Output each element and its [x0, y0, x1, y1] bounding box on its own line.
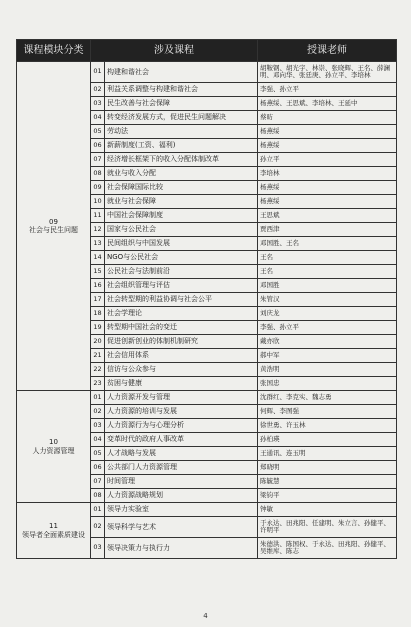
course-number: 13: [91, 237, 105, 251]
course-number: 22: [91, 363, 105, 377]
course-title: 国家与公民社会: [105, 223, 258, 237]
course-teacher: 王名: [258, 251, 397, 265]
course-number: 17: [91, 293, 105, 307]
course-number: 14: [91, 251, 105, 265]
course-teacher: 沈群红、李克实、魏志勇: [258, 391, 397, 405]
course-teacher: 孙立平: [258, 153, 397, 167]
course-title: 领导决策力与执行力: [105, 538, 258, 559]
course-teacher: 郑晓明: [258, 461, 397, 475]
course-teacher: 梁钧平: [258, 489, 397, 503]
table-row: [17, 503, 397, 517]
course-title: 信访与公众参与: [105, 363, 258, 377]
course-title: 公民社会与法制前沿: [105, 265, 258, 279]
course-title: 民间组织与中国发展: [105, 237, 258, 251]
course-title: 社会信用体系: [105, 349, 258, 363]
course-title: 社会转型期的利益协调与社会公平: [105, 293, 258, 307]
table-header-row: [17, 40, 397, 62]
course-number: 08: [91, 489, 105, 503]
course-teacher: 王名: [258, 265, 397, 279]
module-category: 10 人力资源管理: [17, 391, 91, 503]
course-teacher: 王通讯、连玉明: [258, 447, 397, 461]
course-number: 08: [91, 167, 105, 181]
course-title: 转变经济发展方式，促进民生问题解决: [105, 111, 258, 125]
course-teacher: 蔡昉: [258, 111, 397, 125]
module-category: 11 领导者全面素质建设: [17, 503, 91, 559]
course-teacher: 黄浩明: [258, 363, 397, 377]
course-title: 社会保障国际比较: [105, 181, 258, 195]
course-number: 09: [91, 181, 105, 195]
course-number: 15: [91, 265, 105, 279]
course-teacher: 邓国胜、王名: [258, 237, 397, 251]
course-number: 07: [91, 475, 105, 489]
course-number: 04: [91, 433, 105, 447]
course-number: 03: [91, 419, 105, 433]
course-teacher: 何辉、李图强: [258, 405, 397, 419]
course-teacher: 杨燕绥: [258, 125, 397, 139]
course-number: 11: [91, 209, 105, 223]
course-teacher: 李强、孙立平: [258, 83, 397, 97]
course-title: 中国社会保障制度: [105, 209, 258, 223]
course-teacher: 王思斌: [258, 209, 397, 223]
course-number: 03: [91, 538, 105, 559]
course-number: 01: [91, 391, 105, 405]
course-number: 10: [91, 195, 105, 209]
course-teacher: 杨燕绥: [258, 139, 397, 153]
course-teacher: 贾西津: [258, 223, 397, 237]
course-teacher: 徐世勇、许玉林: [258, 419, 397, 433]
header-category: 课程模块分类: [17, 40, 91, 62]
course-teacher: 杨燕绥: [258, 181, 397, 195]
course-table: [16, 39, 397, 559]
course-teacher: 刘庆龙: [258, 307, 397, 321]
course-teacher: 杨燕绥: [258, 195, 397, 209]
course-title: 社会学理论: [105, 307, 258, 321]
course-teacher: 戴亦欣: [258, 335, 397, 349]
course-title: 人力资源战略规划: [105, 489, 258, 503]
header-course: 涉及课程: [91, 40, 258, 62]
course-title: 经济增长框架下的收入分配体制改革: [105, 153, 258, 167]
course-title: 利益关系调整与构建和谐社会: [105, 83, 258, 97]
course-number: 02: [91, 405, 105, 419]
table-body: [17, 62, 397, 559]
table-row: [17, 391, 397, 405]
course-number: 16: [91, 279, 105, 293]
course-number: 03: [91, 97, 105, 111]
course-number: 12: [91, 223, 105, 237]
course-number: 05: [91, 447, 105, 461]
course-number: 01: [91, 503, 105, 517]
course-title: 贫困与健康: [105, 377, 258, 391]
course-title: 领导科学与艺术: [105, 517, 258, 538]
course-teacher: 李培林: [258, 167, 397, 181]
course-title: 社会组织管理与评估: [105, 279, 258, 293]
course-teacher: 李强、孙立平: [258, 321, 397, 335]
course-teacher: 孙柏瑛: [258, 433, 397, 447]
course-teacher: 钟敏: [258, 503, 397, 517]
course-teacher: 朱德洪、陈国权、于永达、田兆阳、孙健平、吴维库、陈志: [258, 538, 397, 559]
course-teacher: 胡鞍钢、胡光宇、林崇、张晓辉、王名、薛澜明、邓向华、张廷庚、孙立平、李培林: [258, 62, 397, 83]
course-number: 21: [91, 349, 105, 363]
course-number: 05: [91, 125, 105, 139]
course-title: 转型期中国社会的变迁: [105, 321, 258, 335]
course-title: 变革时代的政府人事改革: [105, 433, 258, 447]
course-teacher: 邓国胜: [258, 279, 397, 293]
course-title: NGO与公民社会: [105, 251, 258, 265]
course-number: 06: [91, 139, 105, 153]
course-number: 07: [91, 153, 105, 167]
course-title: 劳动法: [105, 125, 258, 139]
course-teacher: 张国忠: [258, 377, 397, 391]
course-number: 20: [91, 335, 105, 349]
course-title: 人力资源的培训与发展: [105, 405, 258, 419]
course-number: 02: [91, 83, 105, 97]
course-teacher: 于永达、田兆阳、任建明、朱立言、孙健平、许明平: [258, 517, 397, 538]
course-number: 02: [91, 517, 105, 538]
course-title: 人力资源行为与心理分析: [105, 419, 258, 433]
course-title: 民生改善与社会保障: [105, 97, 258, 111]
course-number: 04: [91, 111, 105, 125]
course-teacher: 朱管汉: [258, 293, 397, 307]
course-title: 新薪制度(工资、福利): [105, 139, 258, 153]
course-teacher: 郝中军: [258, 349, 397, 363]
header-teacher: 授课老师: [258, 40, 397, 62]
course-title: 就业与收入分配: [105, 167, 258, 181]
course-title: 人才战略与发展: [105, 447, 258, 461]
course-number: 18: [91, 307, 105, 321]
course-title: 人力资源开发与管理: [105, 391, 258, 405]
course-title: 构建和谐社会: [105, 62, 258, 83]
table-row: [17, 62, 397, 83]
course-teacher: 杨燕绥、王思斌、李培林、王延中: [258, 97, 397, 111]
page-number: 4: [203, 612, 208, 620]
course-title: 公共部门人力资源管理: [105, 461, 258, 475]
course-number: 19: [91, 321, 105, 335]
course-title: 时间管理: [105, 475, 258, 489]
course-number: 06: [91, 461, 105, 475]
course-title: 促进创新创业的体制机制研究: [105, 335, 258, 349]
course-number: 01: [91, 62, 105, 83]
course-teacher: 陈毓慧: [258, 475, 397, 489]
course-title: 领导力实验室: [105, 503, 258, 517]
module-category: 09 社会与民生问题: [17, 62, 91, 391]
course-title: 就业与社会保障: [105, 195, 258, 209]
course-number: 23: [91, 377, 105, 391]
